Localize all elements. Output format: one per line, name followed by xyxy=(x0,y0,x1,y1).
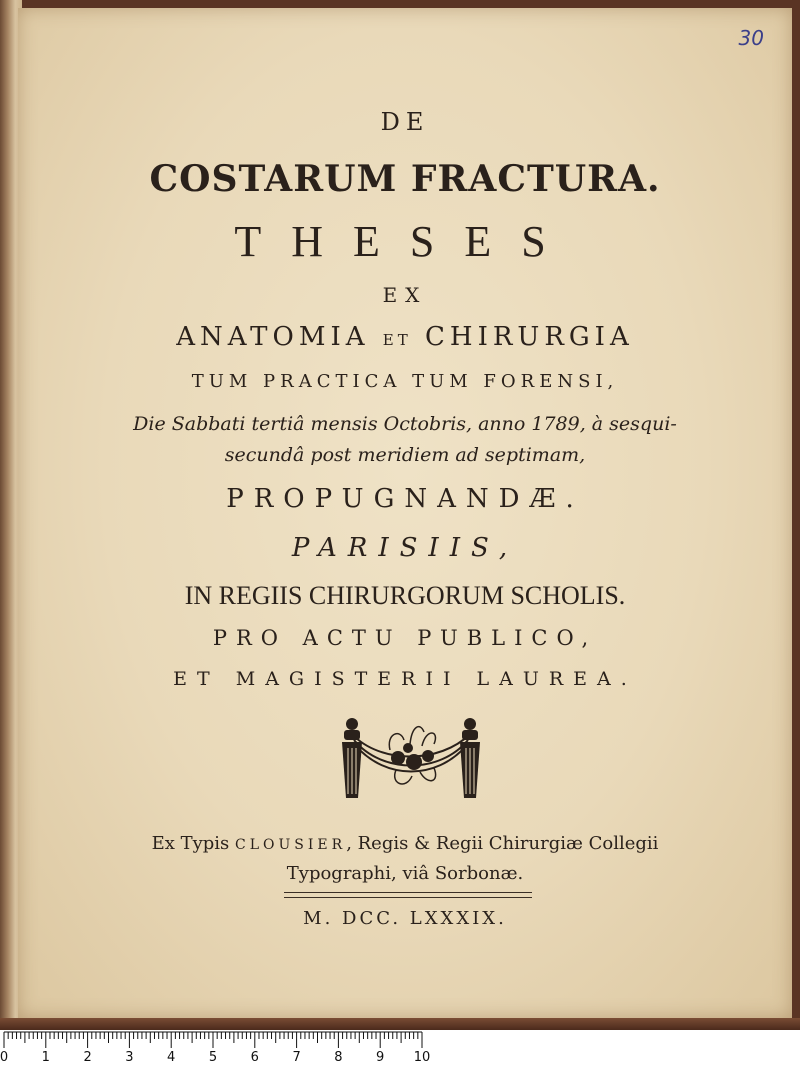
ruler-label: 7 xyxy=(292,1050,301,1065)
dateline-1: Die Sabbati tertiâ mensis Octobris, anno 1789, à sesqui- xyxy=(133,413,677,435)
publication-year: M. DCC. LXXXIX. xyxy=(303,908,507,929)
ruler-ticks xyxy=(0,1030,800,1070)
imprint-line-1 xyxy=(18,833,792,854)
title-propugnandae: PROPUGNANDÆ. xyxy=(226,484,584,514)
ruler-label: 4 xyxy=(167,1050,176,1065)
ruler-label: 1 xyxy=(41,1050,50,1065)
title-practica: TUM PRACTICA TUM FORENSI, xyxy=(191,371,619,392)
ruler-label: 10 xyxy=(413,1050,431,1065)
main-title: COSTARUM FRACTURA. xyxy=(149,158,661,200)
title-theses: THESES xyxy=(234,217,576,266)
book-bottom-edge xyxy=(0,1018,800,1030)
ruler-label: 0 xyxy=(0,1050,9,1065)
et-word: ET xyxy=(382,331,412,349)
ruler-label: 8 xyxy=(334,1050,343,1065)
page-number: 30 xyxy=(738,26,764,50)
ruler-label: 2 xyxy=(83,1050,92,1065)
floral-swag-ornament-icon xyxy=(330,714,492,808)
title-page xyxy=(18,8,792,1018)
title-actu: PRO ACTU PUBLICO, xyxy=(212,626,598,650)
imprint-post: , Regis & Regii Chirurgiæ Collegii xyxy=(346,833,659,854)
title-parisiis: PARISIIS, xyxy=(291,533,519,563)
double-rule-divider xyxy=(284,892,532,898)
ruler-label: 5 xyxy=(208,1050,218,1065)
scale-ruler xyxy=(0,1030,800,1070)
ruler-label: 9 xyxy=(376,1050,385,1065)
printer-name: CLOUSIER xyxy=(235,837,347,853)
ruler-label: 6 xyxy=(250,1050,259,1065)
anatomia-word: ANATOMIA xyxy=(176,322,370,352)
dateline-2: secundâ post meridiem ad septimam, xyxy=(224,444,586,466)
title-de: DE xyxy=(380,108,430,136)
chirurgia-word: CHIRURGIA xyxy=(425,322,634,352)
ruler-label: 3 xyxy=(125,1050,134,1065)
imprint-pre: Ex Typis xyxy=(151,833,230,854)
title-scholis: IN REGIIS CHIRURGORUM SCHOLIS. xyxy=(184,581,626,610)
title-laurea: ET MAGISTERII LAUREA. xyxy=(173,668,637,690)
title-anatomia-line xyxy=(18,322,792,352)
title-ex: EX xyxy=(382,283,428,307)
imprint-line-2: Typographi, viâ Sorbonæ. xyxy=(286,863,524,884)
